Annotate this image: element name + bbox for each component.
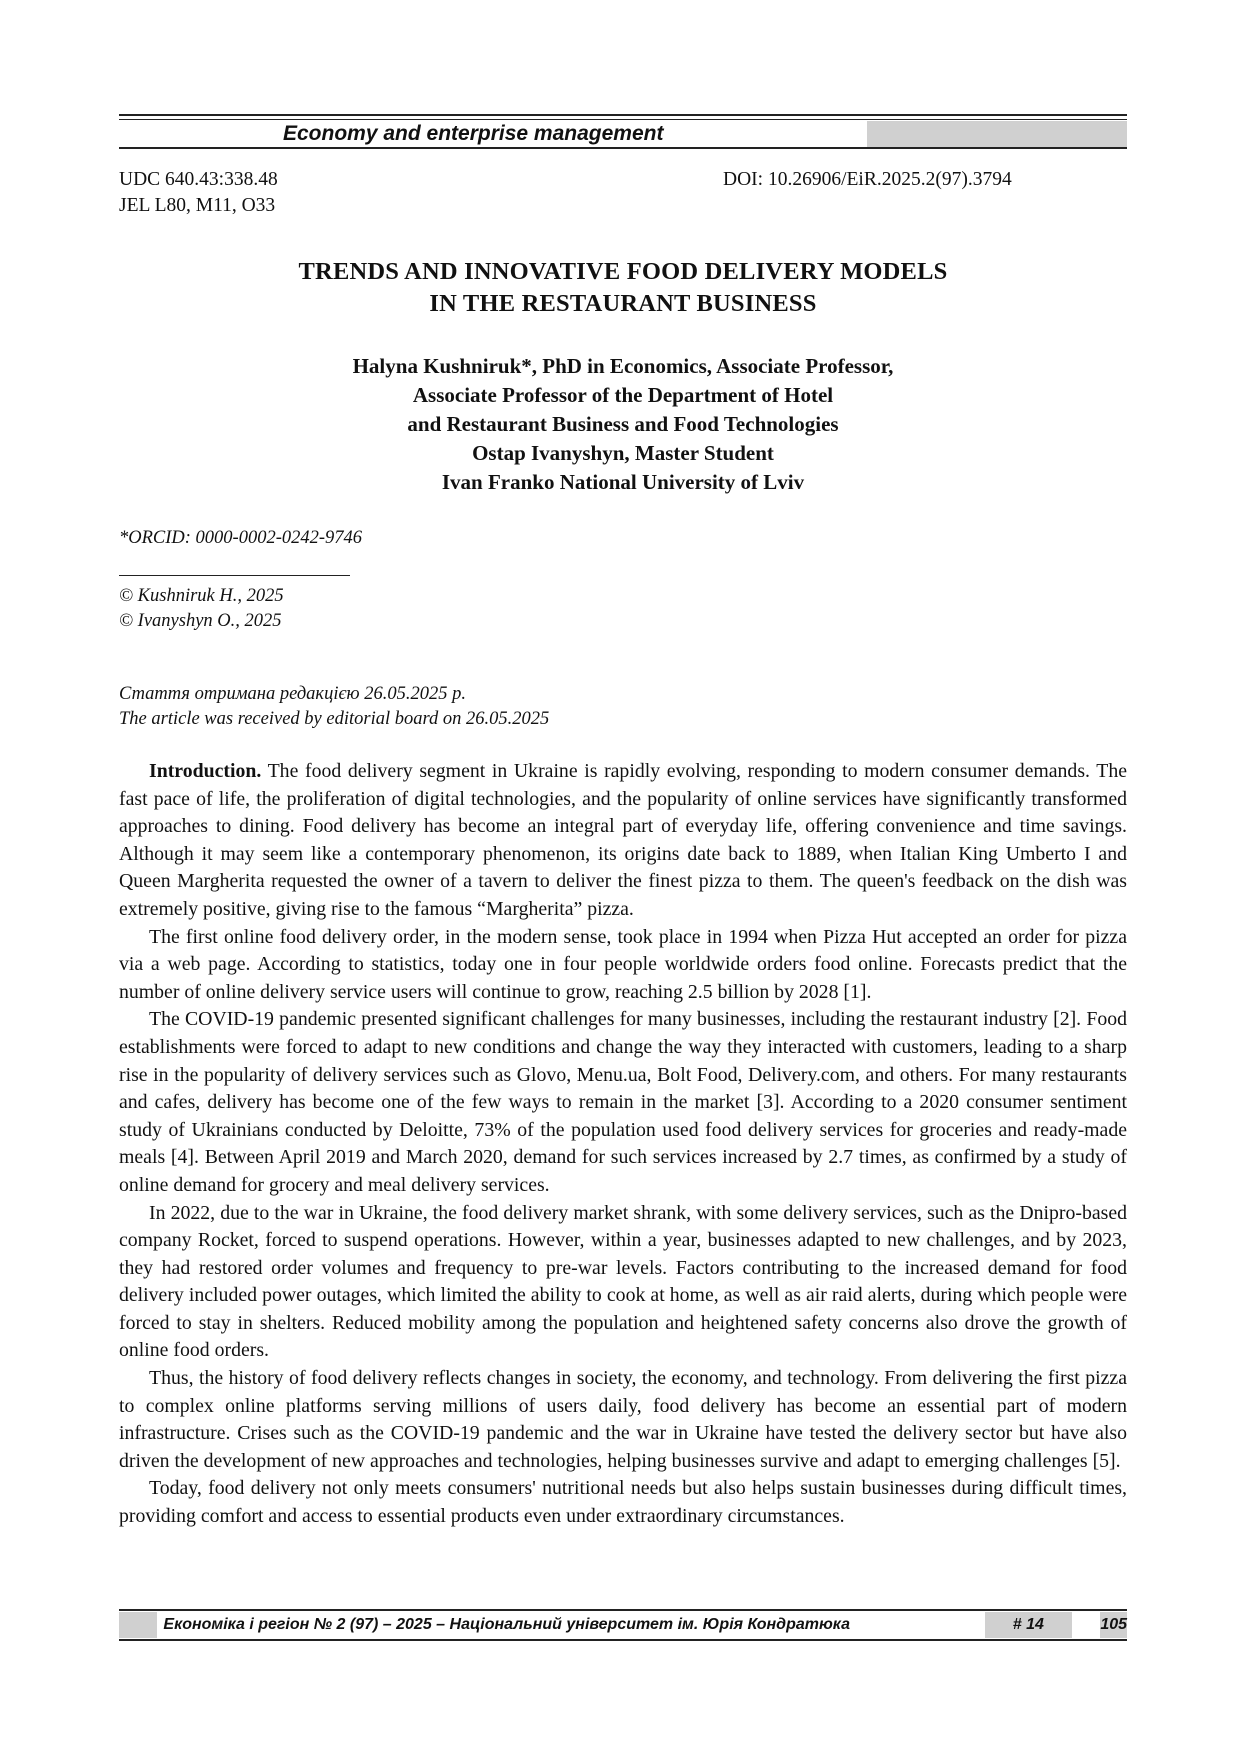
page-number: 105 (1100, 1612, 1127, 1638)
footnote-rule (119, 575, 350, 576)
orcid: *ORCID: 0000-0002-0242-9746 (119, 528, 363, 548)
footer-top-rule (119, 1609, 1127, 1611)
paragraph: The COVID-19 pandemic presented significant challenges for many businesses, including the restaurant industry [2]. Food establishments were forced to adapt to new conditions and change the way they interacted with customers, leading to a sharp rise in the popularity of delivery services such as Glovo, Menu.ua, Bolt Food, Delivery.com, and others. For many restaurants and cafes, delivery has become one of the few ways to remain in the market [3]. According to a 2020 consumer sentiment study of Ukrainians conducted by Deloitte, 73% of the population used food delivery services for groceries and ready-made meals [4]. Between April 2019 and March 2020, demand for such services increased by 2.7 times, as confirmed by a study of online demand for grocery and meal delivery services. (119, 1008, 1127, 1196)
footer-band (119, 1612, 1127, 1638)
received-date-uk: Стаття отримана редакцією 26.05.2025 р. (119, 684, 466, 704)
doi: DOI: 10.26906/EiR.2025.2(97).3794 (723, 169, 1012, 190)
footer-bottom-rule (119, 1639, 1127, 1641)
paragraph: Thus, the history of food delivery reflects changes in society, the economy, and technology. From delivering the first pizza to complex online platforms serving millions of users daily, food delivery has become an essential part of modern infrastructure. Crises such as the COVID-19 pandemic and the war in Ukraine have tested the delivery sector but have also driven the development of new approaches and technologies, helping businesses survive and adapt to emerging challenges [5]. (119, 1367, 1127, 1472)
header-rule (119, 114, 1127, 120)
copyright-line: © Kushniruk H., 2025 (119, 586, 284, 606)
article-title (119, 256, 1127, 320)
author-line: Associate Professor of the Department of Hotel (412, 383, 834, 407)
author-line: Halyna Kushniruk*, PhD in Economics, Associate Professor, (352, 354, 894, 378)
journal-name: Економіка і регіон № 2 (97) – 2025 – Національний університет ім. Юрія Кондратюка (163, 1616, 851, 1633)
intro-heading: Introduction. (149, 760, 262, 782)
paragraph: Today, food delivery not only meets consumers' nutritional needs but also helps sustain businesses during difficult times, providing comfort and access to essential products even under extraordinary circumstances. (119, 1477, 1127, 1528)
author-block (119, 352, 1127, 497)
title-line: IN THE RESTAURANT BUSINESS (429, 290, 817, 317)
header-band (119, 121, 1127, 147)
copyright-line: © Ivanyshyn O., 2025 (119, 611, 282, 631)
received-date-en: The article was received by editorial board on 26.05.2025 (119, 709, 550, 729)
author-line: Ivan Franko National University of Lviv (441, 470, 805, 494)
header-gray-block (867, 121, 1127, 147)
title-line: TRENDS AND INNOVATIVE FOOD DELIVERY MODELS (298, 258, 948, 285)
article-body (119, 758, 1127, 1531)
section-title: Economy and enterprise management (283, 122, 664, 145)
author-line: and Restaurant Business and Food Technologies (407, 412, 839, 436)
paragraph (119, 758, 1127, 924)
header-bottom-rule (119, 147, 1127, 149)
udc-code: UDC 640.43:338.48 (119, 169, 278, 190)
paragraph: The first online food delivery order, in the modern sense, took place in 1994 when Pizza Hut accepted an order for pizza via a web page. According to statistics, today one in four people worldwide orders food online. Forecasts predict that the number of online delivery service users will continue to grow, reaching 2.5 billion by 2028 [1]. (119, 925, 1127, 1003)
intro-text: The food delivery segment in Ukraine is rapidly evolving, responding to modern consumer demands. The fast pace of life, the proliferation of digital technologies, and the popularity of online services have significantly transformed approaches to dining. Food delivery has become an integral part of everyday life, offering convenience and time savings. Although it may seem like a contemporary phenomenon, its origins date back to 1889, when Italian King Umberto I and Queen Margherita requested the owner of a tavern to deliver the finest pizza to them. The queen's feedback on the dish was extremely positive, giving rise to the famous “Margherita” pizza. (119, 760, 1127, 920)
jel-code: JEL L80, M11, O33 (119, 195, 276, 216)
author-line: Ostap Ivanyshyn, Master Student (472, 441, 774, 465)
paragraph: In 2022, due to the war in Ukraine, the food delivery market shrank, with some delivery services, such as the Dnipro-based company Rocket, forced to suspend operations. However, within a year, businesses adapted to new challenges, and by 2023, they had restored order volumes and frequency to pre-war levels. Factors contributing to the increased demand for food delivery included power outages, which limited the ability to cook at home, as well as air raid alerts, during which people were forced to stay in shelters. Reduced mobility among the population and heightened safety concerns also drove the growth of online food orders. (119, 1201, 1127, 1362)
issue-number: # 14 (985, 1612, 1071, 1638)
